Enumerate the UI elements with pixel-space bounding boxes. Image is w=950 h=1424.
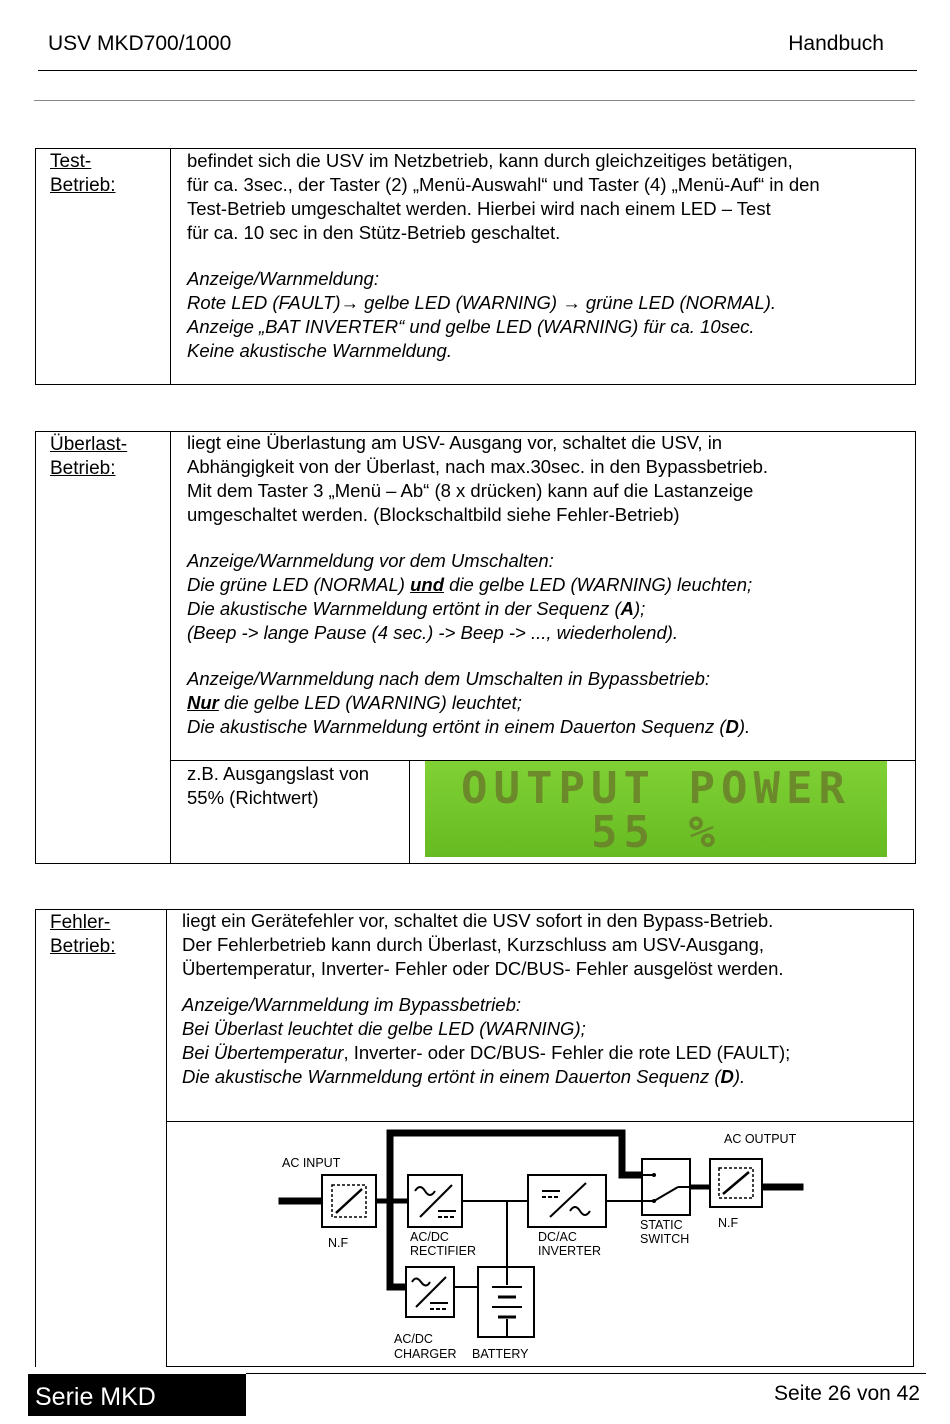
static-switch-label-1: STATIC bbox=[640, 1218, 683, 1232]
lcd-line-2: 55 % bbox=[591, 807, 721, 858]
inverter-label-2: INVERTER bbox=[538, 1244, 601, 1258]
static-switch-label-2: SWITCH bbox=[640, 1232, 690, 1246]
footer-series: Serie MKD bbox=[28, 1374, 246, 1416]
overload-example-divider bbox=[409, 760, 410, 864]
output-nf-label: N.F bbox=[718, 1216, 739, 1230]
test-mode-divider bbox=[170, 148, 171, 385]
lcd-display bbox=[425, 761, 887, 857]
test-mode-text: befindet sich die USV im Netzbetrieb, kann durch gleichzeitiges betätigen, für ca. 3sec., der Taster (2) „Menü-Auswahl“ und Taster (4) „Menü-Auf“ in den Test-Betrieb umgeschaltet werden. Hierbei wird nach einem LED – Test für ca. 10 sec in den Stütz-Betrieb geschaltet. Anzeige/Warnmeldung: Rote LED (FAULT)→ gelbe LED (WARNING) → grüne LED (NORMAL). Anzeige „BAT INVERTER“ und gelbe LED (WARNING) für ca. 10sec. Keine akustische Warnmeldung. bbox=[187, 150, 820, 361]
fault-mode-label: Fehler- Betrieb: bbox=[50, 912, 116, 957]
overload-mode-divider bbox=[170, 431, 171, 864]
charger-label-1: AC/DC bbox=[394, 1332, 433, 1346]
battery-label: BATTERY bbox=[472, 1347, 529, 1361]
ac-input-label: AC INPUT bbox=[282, 1156, 341, 1170]
fault-right-border bbox=[913, 909, 914, 1367]
document-title: USV MKD700/1000 bbox=[48, 32, 232, 55]
rectifier-label-1: AC/DC bbox=[410, 1230, 449, 1244]
header-rule-thin bbox=[34, 100, 915, 101]
rectifier-label-2: RECTIFIER bbox=[410, 1244, 476, 1258]
test-mode-label: Test- Betrieb: bbox=[50, 151, 116, 196]
footer-rule bbox=[246, 1373, 926, 1374]
page-number: Seite 26 von 42 bbox=[774, 1382, 920, 1405]
fault-bottom-border bbox=[166, 1366, 914, 1367]
charger-feed-wire bbox=[390, 1201, 406, 1287]
ups-block-diagram bbox=[270, 1125, 810, 1365]
overload-mode-text: liegt eine Überlastung am USV- Ausgang vor, schaltet die USV, in Abhängigkeit von der Überlast, nach max.30sec. in den Bypassbetrieb. Mit dem Taster 3 „Menü – Ab“ (8 x drücken) kann auf die Lastanzeige umgeschaltet werden. (Blockschaltbild siehe Fehler-Betrieb) Anzeige/Warnmeldung vor dem Umschalten: Die grüne LED (NORMAL) und die gelbe LED (WARNING) leuchten; Die akustische Warnmeldung ertönt in der Sequenz (A); (Beep -> lange Pause (4 sec.) -> Beep -> ..., wiederholend). Anzeige/Warnmeldung nach dem Umschalten in Bypassbetrieb: Nur die gelbe LED (WARNING) leuchtet; Die akustische Warnmeldung ertönt in einem Dauerton Sequenz (D). bbox=[187, 432, 769, 737]
fault-row-divider bbox=[166, 1121, 914, 1122]
fault-left-border bbox=[35, 909, 36, 1367]
fault-mode-text: liegt ein Gerätefehler vor, schaltet die USV sofort in den Bypass-Betrieb. Der Fehlerbetrieb kann durch Überlast, Kurzschluss am USV-Ausgang, Übertemperatur, Inverter- Fehler oder DC/BUS- Fehler ausgelöst werden. Anzeige/Warnmeldung im Bypassbetrieb: Bei Überlast leuchtet die gelbe LED (WARNING); Bei Übertemperatur, Inverter- oder DC/BUS- Fehler die rote LED (FAULT); Die akustische Warnmeldung ertönt in einem Dauerton Sequenz (D). bbox=[182, 910, 791, 1087]
ac-output-label: AC OUTPUT bbox=[724, 1132, 797, 1146]
header-rule bbox=[38, 70, 917, 71]
document-type: Handbuch bbox=[788, 32, 884, 55]
inverter-label-1: DC/AC bbox=[538, 1230, 577, 1244]
input-nf-label: N.F bbox=[328, 1236, 349, 1250]
fault-mode-divider bbox=[166, 909, 167, 1367]
overload-mode-label: Überlast- Betrieb: bbox=[50, 434, 128, 479]
lcd-line-1: OUTPUT POWER bbox=[461, 763, 851, 814]
charger-label-2: CHARGER bbox=[394, 1347, 457, 1361]
output-power-example-caption: z.B. Ausgangslast von 55% (Richtwert) bbox=[187, 763, 370, 808]
